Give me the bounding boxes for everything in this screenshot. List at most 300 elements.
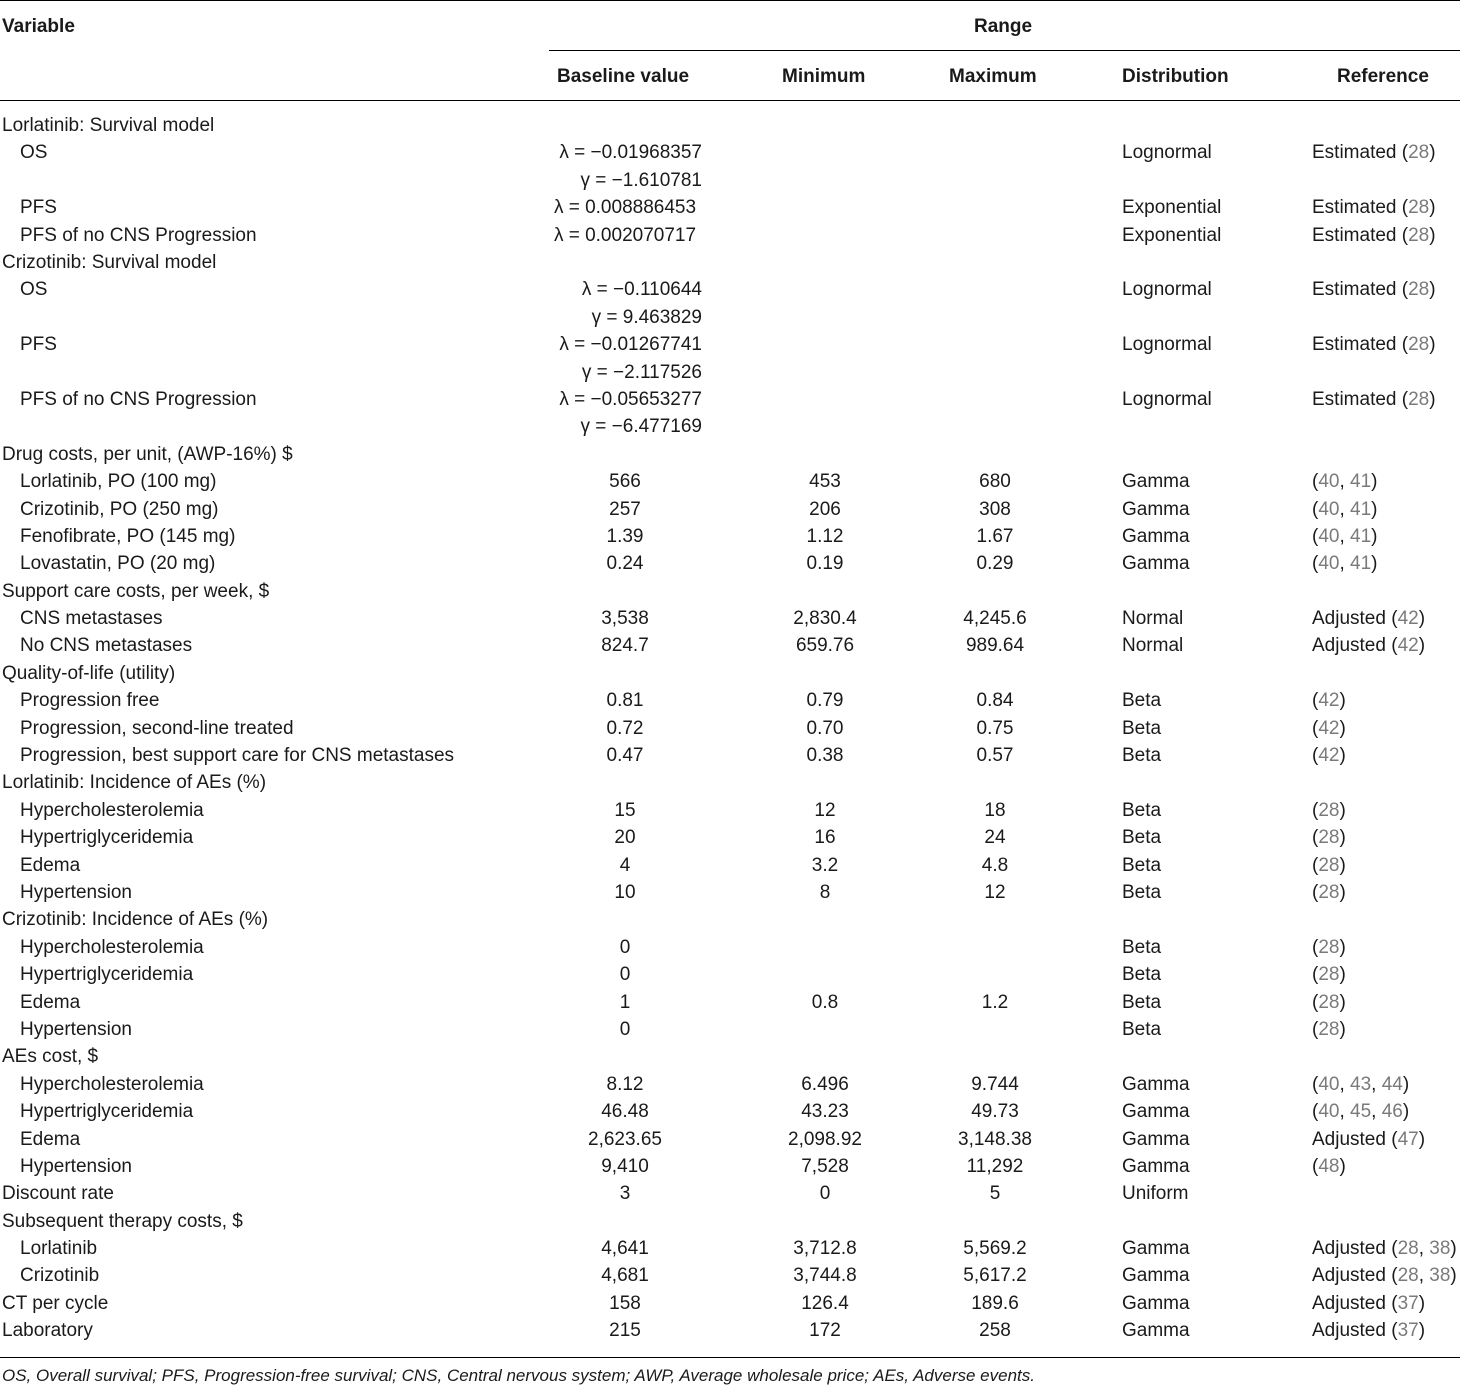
reference-cell: (42) [1312, 745, 1346, 767]
table-row [0, 906, 1460, 933]
maximum-cell: 0.57 [976, 745, 1014, 767]
distribution-cell: Beta [1122, 882, 1162, 903]
reference-cell: Estimated (28) [1312, 197, 1436, 219]
baseline-cell [540, 687, 710, 714]
table-row [0, 687, 1460, 714]
variable-cell: Edema [20, 991, 81, 1013]
reference-link[interactable]: 28 [1318, 827, 1340, 849]
variable-cell: PFS [20, 197, 57, 219]
variable-cell: Lovastatin, PO (20 mg) [20, 553, 216, 575]
reference-cell: (40, 41) [1312, 498, 1378, 520]
baseline-value: γ = −6.477169 [580, 416, 702, 438]
reference-cell: Adjusted (47) [1312, 1128, 1426, 1150]
distribution-cell: Gamma [1122, 1073, 1190, 1095]
variable-cell: Hypercholesterolemia [20, 936, 204, 958]
section-label: Discount rate [2, 1183, 114, 1205]
minimum-cell: 12 [814, 799, 836, 821]
variable-cell: OS [20, 279, 48, 301]
baseline-cell [540, 1126, 710, 1153]
distribution-cell: Gamma [1122, 525, 1190, 547]
reference-link[interactable]: 28 [1318, 882, 1340, 903]
maximum-cell: 0.84 [976, 690, 1014, 712]
table-row [0, 1180, 1460, 1207]
baseline-cell [540, 194, 710, 221]
distribution-cell: Lognormal [1122, 279, 1212, 301]
baseline-cell [540, 1290, 710, 1317]
minimum-cell: 43.23 [801, 1101, 849, 1123]
distribution-cell: Lognormal [1122, 334, 1212, 356]
maximum-cell: 989.64 [965, 635, 1025, 657]
baseline-value: 0 [619, 1018, 631, 1040]
section-label: Laboratory [2, 1320, 93, 1342]
table-row [0, 139, 1460, 194]
reference-link[interactable]: 38 [1429, 1238, 1451, 1260]
distribution-cell: Gamma [1122, 1155, 1190, 1177]
reference-cell: Adjusted (28, 38) [1312, 1265, 1457, 1287]
minimum-cell: 0.19 [806, 553, 844, 575]
reference-link[interactable]: 42 [1318, 690, 1340, 712]
minimum-cell: 0.70 [806, 717, 844, 739]
table-row [0, 194, 1460, 221]
variable-cell: PFS of no CNS Progression [20, 224, 257, 246]
reference-cell: (28) [1312, 964, 1346, 986]
distribution-cell: Beta [1122, 991, 1162, 1013]
range-rule [549, 50, 1460, 51]
baseline-value: 0.72 [606, 717, 644, 739]
reference-cell: (28) [1312, 827, 1346, 849]
table-row [0, 1043, 1460, 1070]
maximum-cell: 5,617.2 [963, 1265, 1027, 1287]
reference-cell: Estimated (28) [1312, 142, 1436, 164]
baseline-cell [540, 139, 702, 194]
table-row [0, 386, 1460, 441]
table-row [0, 1290, 1460, 1317]
distribution-cell: Gamma [1122, 1101, 1190, 1123]
baseline-cell [540, 1262, 710, 1289]
baseline-value: 0.47 [606, 745, 644, 767]
reference-link[interactable]: 28 [1408, 142, 1430, 164]
maximum-cell: 308 [979, 498, 1011, 520]
baseline-cell [540, 605, 710, 632]
reference-link[interactable]: 47 [1397, 1128, 1419, 1150]
reference-link[interactable]: 40 [1318, 1101, 1340, 1123]
variable-cell: Hypertension [20, 1155, 132, 1177]
reference-link[interactable]: 48 [1318, 1155, 1340, 1177]
variable-cell: CNS metastases [20, 608, 163, 630]
section-label: CT per cycle [2, 1292, 109, 1314]
minimum-cell: 3,744.8 [793, 1265, 857, 1287]
baseline-value: 1 [619, 991, 631, 1013]
variable-cell: Progression free [20, 690, 160, 712]
baseline-value: λ = 0.008886453 [553, 197, 697, 219]
reference-cell: Estimated (28) [1312, 334, 1436, 356]
table-row [0, 632, 1460, 659]
minimum-cell: 206 [809, 498, 841, 520]
variable-cell: Crizotinib, PO (250 mg) [20, 498, 219, 520]
baseline-value: 566 [609, 471, 641, 493]
distribution-cell: Beta [1122, 964, 1162, 986]
reference-cell: (42) [1312, 690, 1346, 712]
maximum-cell: 258 [979, 1320, 1011, 1342]
footnote: OS, Overall survival; PFS, Progression-free survival; CNS, Central nervous system; AWP, Average wholesale price; AEs, Adverse events. [2, 1366, 1035, 1385]
minimum-cell: 0 [819, 1183, 831, 1205]
table-row [0, 797, 1460, 824]
baseline-cell [540, 1235, 710, 1262]
reference-link[interactable]: 45 [1350, 1101, 1372, 1123]
reference-prefix: Estimated [1312, 279, 1397, 301]
table-row [0, 249, 1460, 276]
variable-cell: Fenofibrate, PO (145 mg) [20, 525, 236, 547]
reference-cell: (28) [1312, 882, 1346, 903]
variable-cell: Hypertriglyceridemia [20, 964, 194, 986]
section-label: Quality-of-life (utility) [2, 662, 176, 684]
distribution-cell: Beta [1122, 717, 1162, 739]
reference-link[interactable]: 28 [1318, 1018, 1340, 1040]
baseline-value: 2,623.65 [588, 1128, 662, 1150]
table-row [0, 468, 1460, 495]
baseline-value: 215 [609, 1320, 641, 1342]
baseline-value: λ = 0.002070717 [553, 224, 697, 246]
maximum-cell: 49.73 [971, 1101, 1019, 1123]
reference-link[interactable]: 28 [1408, 279, 1430, 301]
baseline-cell [540, 632, 710, 659]
maximum-cell: 0.29 [976, 553, 1014, 575]
distribution-cell: Gamma [1122, 1292, 1190, 1314]
distribution-cell: Beta [1122, 745, 1162, 767]
reference-link[interactable]: 41 [1350, 525, 1372, 547]
header-rule [0, 100, 1460, 101]
reference-prefix: Estimated [1312, 388, 1397, 410]
table-body [0, 112, 1460, 1345]
reference-link[interactable]: 28 [1318, 854, 1340, 876]
section-label: Support care costs, per week, $ [2, 580, 270, 602]
baseline-cell [540, 797, 710, 824]
minimum-cell: 8 [819, 882, 831, 903]
baseline-value: 0 [619, 936, 631, 958]
reference-link[interactable]: 42 [1318, 717, 1340, 739]
reference-link[interactable]: 40 [1318, 525, 1340, 547]
maximum-cell: 18 [984, 799, 1006, 821]
baseline-cell [540, 496, 710, 523]
baseline-value: 0.24 [606, 553, 644, 575]
distribution-cell: Beta [1122, 936, 1162, 958]
table-row [0, 523, 1460, 550]
distribution-cell: Beta [1122, 827, 1162, 849]
section-label: AEs cost, $ [2, 1046, 99, 1068]
variable-cell: Hypertension [20, 882, 132, 903]
variable-cell: No CNS metastases [20, 635, 193, 657]
header-baseline: Baseline value [557, 66, 690, 87]
minimum-cell: 3,712.8 [793, 1238, 857, 1260]
minimum-cell: 453 [809, 471, 841, 493]
baseline-value: λ = −0.01968357 [559, 142, 702, 164]
table-row [0, 660, 1460, 687]
baseline-value: γ = 9.463829 [591, 306, 702, 328]
reference-link[interactable]: 40 [1318, 471, 1340, 493]
minimum-cell: 172 [809, 1320, 841, 1342]
distribution-cell: Normal [1122, 635, 1184, 657]
reference-cell: Adjusted (37) [1312, 1292, 1426, 1314]
baseline-cell [540, 523, 710, 550]
maximum-cell: 1.2 [981, 991, 1009, 1013]
reference-link[interactable]: 42 [1318, 745, 1340, 767]
table-row [0, 742, 1460, 769]
minimum-cell: 16 [814, 827, 836, 849]
reference-cell: (40, 43, 44) [1312, 1073, 1410, 1095]
distribution-cell: Normal [1122, 608, 1184, 630]
baseline-value: 4,681 [601, 1265, 649, 1287]
reference-link[interactable]: 40 [1318, 553, 1340, 575]
header-reference: Reference [1337, 66, 1429, 87]
minimum-cell: 2,098.92 [788, 1128, 862, 1150]
baseline-value: 3 [619, 1183, 631, 1205]
table-row [0, 112, 1460, 139]
table-row [0, 1098, 1460, 1125]
baseline-cell [540, 934, 710, 961]
baseline-value: 824.7 [601, 635, 649, 657]
table-row [0, 605, 1460, 632]
distribution-cell: Uniform [1122, 1183, 1189, 1205]
header-variable: Variable [2, 16, 75, 37]
header-distribution: Distribution [1122, 66, 1229, 87]
reference-link[interactable]: 42 [1397, 608, 1419, 630]
baseline-value: 3,538 [601, 608, 649, 630]
table-row [0, 331, 1460, 386]
reference-cell: (28) [1312, 799, 1346, 821]
baseline-cell [540, 1317, 710, 1344]
reference-cell: (28) [1312, 854, 1346, 876]
baseline-value: γ = −1.610781 [580, 169, 702, 191]
reference-prefix: Adjusted [1312, 1265, 1386, 1287]
table-row [0, 1317, 1460, 1344]
reference-link[interactable]: 42 [1397, 635, 1419, 657]
section-label: Drug costs, per unit, (AWP-16%) $ [2, 443, 293, 465]
maximum-cell: 9.744 [971, 1073, 1019, 1095]
reference-cell: (40, 41) [1312, 471, 1378, 493]
reference-link[interactable]: 46 [1381, 1101, 1403, 1123]
reference-prefix: Estimated [1312, 334, 1397, 356]
baseline-cell [540, 276, 702, 331]
maximum-cell: 5 [989, 1183, 1001, 1205]
reference-cell: Estimated (28) [1312, 224, 1436, 246]
reference-cell: (28) [1312, 991, 1346, 1013]
section-label: Lorlatinib: Survival model [2, 115, 215, 136]
header-minimum: Minimum [782, 66, 866, 87]
distribution-cell: Gamma [1122, 1320, 1190, 1342]
reference-link[interactable]: 38 [1429, 1265, 1451, 1287]
variable-cell: Edema [20, 854, 81, 876]
reference-cell: Adjusted (42) [1312, 635, 1426, 657]
baseline-cell [540, 1098, 710, 1125]
baseline-cell [540, 550, 710, 577]
baseline-value: 257 [609, 498, 641, 520]
reference-link[interactable]: 41 [1350, 471, 1372, 493]
variable-cell: Hypertension [20, 1018, 132, 1040]
table-row [0, 961, 1460, 988]
minimum-cell: 7,528 [801, 1155, 849, 1177]
maximum-cell: 4.8 [981, 854, 1009, 876]
table-row [0, 496, 1460, 523]
table-row [0, 441, 1460, 468]
variable-cell: Hypertriglyceridemia [20, 827, 194, 849]
reference-prefix: Adjusted [1312, 1320, 1386, 1342]
bottom-rule [0, 1357, 1460, 1358]
table-row [0, 578, 1460, 605]
reference-cell: Adjusted (42) [1312, 608, 1426, 630]
table-row [0, 879, 1460, 906]
reference-cell: Estimated (28) [1312, 279, 1436, 301]
table-row [0, 852, 1460, 879]
header-range: Range [974, 16, 1033, 37]
variable-cell: Progression, best support care for CNS metastases [20, 745, 455, 767]
baseline-value: 158 [609, 1292, 641, 1314]
variable-cell: Lorlatinib, PO (100 mg) [20, 471, 217, 493]
baseline-value: λ = −0.01267741 [559, 334, 702, 356]
maximum-cell: 1.67 [976, 525, 1014, 547]
minimum-cell: 0.8 [811, 991, 839, 1013]
table-row [0, 1153, 1460, 1180]
distribution-cell: Exponential [1122, 224, 1222, 246]
variable-cell: Progression, second-line treated [20, 717, 294, 739]
reference-link[interactable]: 41 [1350, 498, 1372, 520]
table-row [0, 276, 1460, 331]
section-label: Subsequent therapy costs, $ [2, 1210, 243, 1232]
distribution-cell: Gamma [1122, 1265, 1190, 1287]
distribution-cell: Beta [1122, 854, 1162, 876]
distribution-cell: Beta [1122, 1018, 1162, 1040]
table-row [0, 1235, 1460, 1262]
baseline-value: 1.39 [606, 525, 644, 547]
reference-prefix: Adjusted [1312, 635, 1386, 657]
reference-cell: (40, 41) [1312, 553, 1378, 575]
reference-link[interactable]: 37 [1397, 1292, 1419, 1314]
maximum-cell: 11,292 [966, 1155, 1024, 1177]
baseline-value: 9,410 [601, 1155, 649, 1177]
table-row [0, 769, 1460, 796]
distribution-cell: Gamma [1122, 498, 1190, 520]
table-row [0, 550, 1460, 577]
variable-cell: Crizotinib [20, 1265, 100, 1287]
maximum-cell: 680 [979, 471, 1011, 493]
maximum-cell: 189.6 [971, 1292, 1019, 1314]
reference-link[interactable]: 28 [1318, 936, 1340, 958]
reference-link[interactable]: 28 [1408, 388, 1430, 410]
baseline-value: 0 [619, 964, 631, 986]
baseline-value: 20 [614, 827, 636, 849]
distribution-cell: Gamma [1122, 553, 1190, 575]
reference-cell: (28) [1312, 936, 1346, 958]
reference-link[interactable]: 28 [1408, 334, 1430, 356]
maximum-cell: 5,569.2 [963, 1238, 1027, 1260]
reference-link[interactable]: 28 [1408, 197, 1430, 219]
baseline-cell [540, 989, 710, 1016]
reference-cell: (42) [1312, 717, 1346, 739]
reference-cell: Adjusted (37) [1312, 1320, 1426, 1342]
minimum-cell: 3.2 [811, 854, 839, 876]
baseline-cell [540, 852, 710, 879]
table-row [0, 989, 1460, 1016]
table-row [0, 222, 1460, 249]
reference-link[interactable]: 28 [1397, 1238, 1419, 1260]
table-row [0, 1262, 1460, 1289]
reference-prefix: Adjusted [1312, 1238, 1386, 1260]
table-row [0, 1071, 1460, 1098]
reference-cell: (28) [1312, 1018, 1346, 1040]
variable-cell: PFS of no CNS Progression [20, 388, 257, 410]
minimum-cell: 2,830.4 [793, 608, 857, 630]
minimum-cell: 6.496 [801, 1073, 849, 1095]
variable-cell: Hypercholesterolemia [20, 799, 204, 821]
top-rule [0, 0, 1460, 1]
reference-link[interactable]: 44 [1381, 1073, 1403, 1095]
baseline-value: λ = −0.110644 [581, 279, 702, 301]
reference-link[interactable]: 28 [1408, 224, 1430, 246]
reference-link[interactable]: 40 [1318, 498, 1340, 520]
baseline-cell [540, 879, 710, 906]
baseline-cell [540, 1153, 710, 1180]
reference-prefix: Adjusted [1312, 1292, 1386, 1314]
table-row [0, 1208, 1460, 1235]
baseline-cell [540, 1016, 710, 1043]
reference-link[interactable]: 28 [1318, 799, 1340, 821]
baseline-value: 15 [614, 799, 636, 821]
section-label: Crizotinib: Survival model [2, 251, 217, 273]
variable-cell: OS [20, 142, 48, 164]
baseline-value: λ = −0.05653277 [559, 388, 702, 410]
reference-link[interactable]: 43 [1350, 1073, 1372, 1095]
minimum-cell: 126.4 [801, 1292, 849, 1314]
reference-prefix: Adjusted [1312, 1128, 1386, 1150]
variable-cell: PFS [20, 334, 57, 356]
baseline-cell [540, 1071, 710, 1098]
baseline-value: 4,641 [601, 1238, 649, 1260]
baseline-value: 0.81 [606, 690, 644, 712]
reference-link[interactable]: 28 [1318, 964, 1340, 986]
baseline-cell [540, 715, 710, 742]
baseline-cell [540, 386, 702, 441]
maximum-cell: 0.75 [976, 717, 1014, 739]
variable-cell: Edema [20, 1128, 81, 1150]
baseline-cell [540, 222, 710, 249]
distribution-cell: Gamma [1122, 471, 1190, 493]
reference-cell: (40, 45, 46) [1312, 1101, 1410, 1123]
reference-prefix: Estimated [1312, 197, 1397, 219]
minimum-cell: 659.76 [795, 635, 855, 657]
variable-cell: Hypertriglyceridemia [20, 1101, 194, 1123]
table-row [0, 824, 1460, 851]
reference-link[interactable]: 41 [1350, 553, 1372, 575]
baseline-value: 46.48 [601, 1101, 649, 1123]
reference-link[interactable]: 28 [1397, 1265, 1419, 1287]
distribution-cell: Gamma [1122, 1238, 1190, 1260]
reference-link[interactable]: 28 [1318, 991, 1340, 1013]
baseline-value: 10 [614, 882, 636, 903]
table-row [0, 1016, 1460, 1043]
distribution-cell: Lognormal [1122, 388, 1212, 410]
reference-cell: Estimated (28) [1312, 388, 1436, 410]
maximum-cell: 12 [984, 882, 1006, 903]
maximum-cell: 4,245.6 [963, 608, 1027, 630]
section-label: Lorlatinib: Incidence of AEs (%) [2, 772, 267, 794]
baseline-cell [540, 1180, 710, 1207]
distribution-cell: Gamma [1122, 1128, 1190, 1150]
maximum-cell: 24 [984, 827, 1006, 849]
baseline-value: 4 [619, 854, 631, 876]
distribution-cell: Exponential [1122, 197, 1222, 219]
reference-link[interactable]: 40 [1318, 1073, 1340, 1095]
reference-link[interactable]: 37 [1397, 1320, 1419, 1342]
distribution-cell: Beta [1122, 690, 1162, 712]
